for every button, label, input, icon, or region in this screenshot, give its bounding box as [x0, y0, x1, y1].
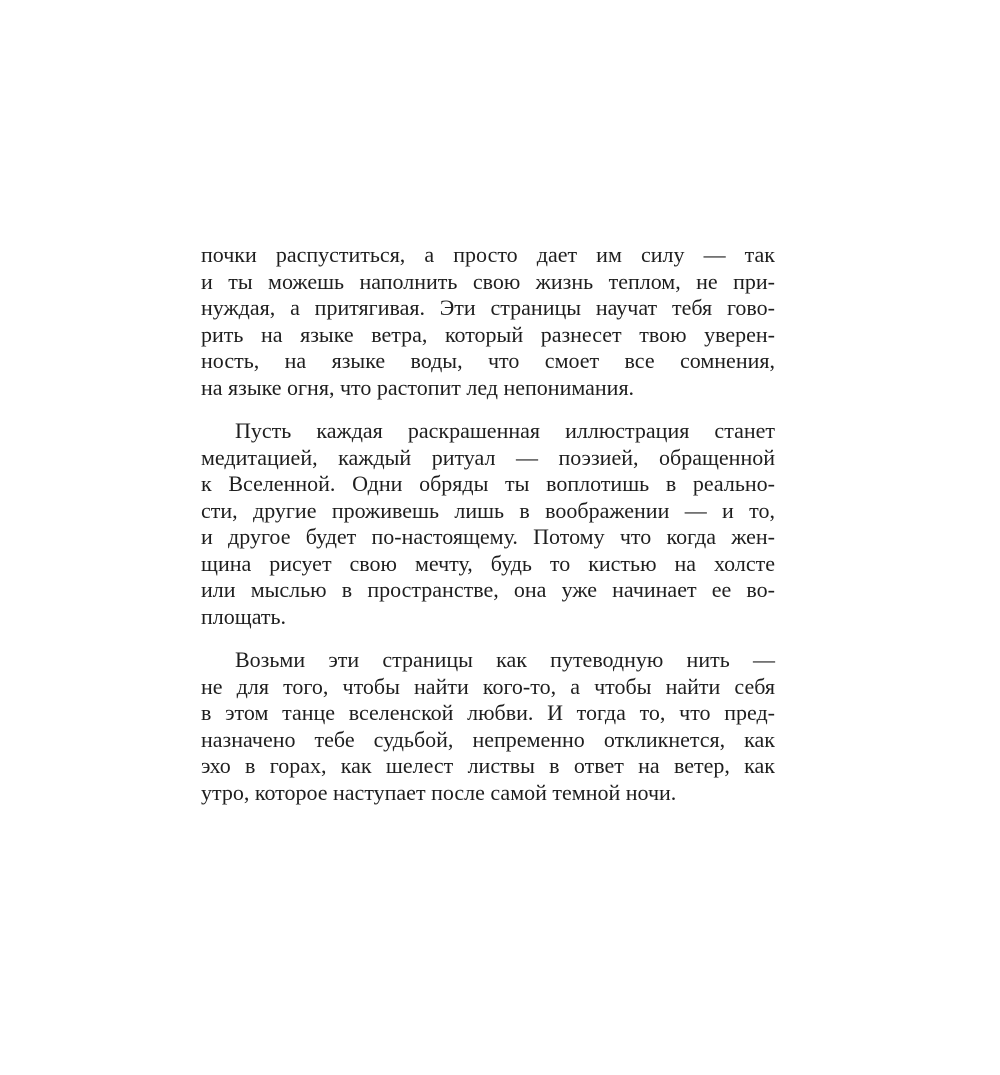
text-line: площать.: [201, 603, 287, 629]
text-line: и ты можешь наполнить свою жизнь теплом, не при-: [201, 268, 775, 294]
text-line: эхо в горах, как шелест листвы в ответ на ветер, как: [201, 753, 775, 778]
text-line: медитацией, каждый ритуал — поэзией, обращенной: [201, 444, 775, 470]
text-line: к Вселенной. Одни обряды ты воплотишь в реально-: [201, 471, 775, 496]
text-line: сти, другие проживешь лишь в воображении — и то,: [201, 497, 775, 523]
paragraph-3: [201, 647, 775, 806]
text-line: не для того, чтобы найти кого-то, а чтобы найти себя: [201, 673, 775, 699]
body-text: [201, 242, 775, 806]
paragraph-2: [201, 418, 775, 630]
text-line: Возьми эти страницы как путеводную нить —: [235, 647, 775, 672]
text-line: на языке огня, что растопит лед непонимания.: [201, 374, 635, 400]
text-line: рить на языке ветра, который разнесет твою уверен-: [201, 321, 775, 347]
text-line: почки распуститься, а просто дает им силу — так: [201, 242, 775, 267]
text-line: назначено тебе судьбой, непременно откликнется, как: [201, 726, 775, 752]
text-line: нуждая, а притягивая. Эти страницы научат тебя гово-: [201, 295, 775, 320]
text-line: щина рисует свою мечту, будь то кистью на холсте: [201, 550, 775, 576]
text-line: и другое будет по-настоящему. Потому что когда жен-: [201, 524, 775, 549]
text-line: или мыслью в пространстве, она уже начинает ее во-: [201, 577, 775, 602]
text-line: Пусть каждая раскрашенная иллюстрация станет: [235, 418, 775, 443]
text-line: в этом танце вселенской любви. И тогда то, что пред-: [201, 700, 775, 725]
text-line: ность, на языке воды, что смоет все сомнения,: [201, 348, 775, 373]
text-line: утро, которое наступает после самой темной ночи.: [201, 779, 677, 805]
paragraph-1: [201, 242, 775, 401]
